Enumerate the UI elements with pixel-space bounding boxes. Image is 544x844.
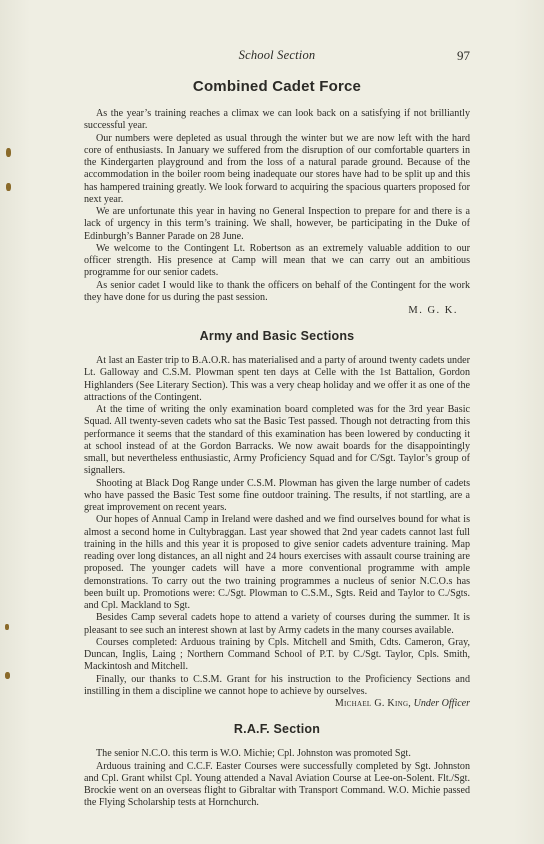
paragraph: Arduous training and C.C.F. Easter Courses were successfully completed by Sgt. Johnston and Cpl. Grant whilst Cpl. Young attended a Naval Aviation Course at Lee-on-Solent. Flt./Sgt. Brockie went on an overseas flight to Gibraltar with Transport Command. W.O. Michie passed the Flying Scholarship tests at Hornchurch.	[84, 760, 470, 809]
paragraph: As senior cadet I would like to thank the officers on behalf of the Contingent for the work they have done for us during the past session.	[84, 279, 470, 303]
paragraph: Finally, our thanks to C.S.M. Grant for his instruction to the Proficiency Sections and instilling in them a discipline we cannot hope to achieve by ourselves.	[84, 673, 470, 697]
article-body	[84, 72, 470, 810]
signature	[84, 698, 470, 710]
section-heading: Combined Cadet Force	[192, 78, 362, 95]
margin-mark	[6, 183, 11, 191]
signature-rank: Under Officer	[413, 698, 470, 709]
paragraph: Shooting at Black Dog Range under C.S.M. Plowman has given the large number of cadets who have passed the Basic Test some fine outdoor training. The results, if not startling, are a great improvement on recent years.	[84, 477, 470, 513]
margin-mark	[5, 624, 9, 630]
paragraph: Our hopes of Annual Camp in Ireland were dashed and we find ourselves bound for what is almost a second home in Cultybraggan. Last year showed that 2nd year cadets cannot last full training in the hills and this year it is proposed to give senior cadets adventure training. Map reading over long distances, an all night and 24 hours exercises with assault course training are proposed. The younger cadets will have a more conventional programme with ample demonstrations. To carry out the two training programmes a nucleus of senior N.C.O.s has been built up. Promotions were: C./Sgt. Plowman to C.S.M., Sgts. Reid and Taylor to C./Sgts. and Cpl. Mackland to Sgt.	[84, 514, 470, 611]
army-section	[84, 329, 470, 710]
raf-section	[84, 722, 470, 809]
paragraph: Besides Camp several cadets hope to attend a variety of courses during the summer. It is pleasant to see such an interest shown at last by Army cadets in the many courses available.	[84, 612, 470, 636]
section-heading: Army and Basic Sections	[199, 329, 355, 343]
paragraph: As the year’s training reaches a climax we can look back on a satisfying if not brilliantly successful year.	[84, 108, 470, 132]
signature: M. G. K.	[408, 305, 458, 316]
cadet-force-section	[84, 78, 470, 317]
signature-name: Michael G. King,	[334, 698, 412, 709]
paragraph: At the time of writing the only examination board completed was for the 3rd year Basic Squad. All twenty-seven cadets who sat the Basic Test passed. Though not detracting from this performance it seems that the standard of this examination has been lowered by conducting it at school instead of at the Gordon Barracks. We now await boards for the disappointingly small, but nevertheless enthusiastic, Army Proficiency Squad and for C/Sgt. Taylor’s group of signallers.	[84, 404, 470, 477]
paragraph: At last an Easter trip to B.A.O.R. has materialised and a party of around twenty cadets under Lt. Galloway and C.S.M. Plowman spent ten days at Celle with the 1st Battalion, Gordon Highlanders (See Literary Section). This was a very cheap holiday and we offer it as one of the attractions of the Contingent.	[84, 355, 470, 403]
page-header	[84, 48, 470, 64]
section-heading: R.A.F. Section	[233, 722, 321, 737]
running-title: School Section	[238, 48, 316, 62]
page-number: 97	[457, 48, 470, 63]
paragraph: We are unfortunate this year in having no General Inspection to prepare for and there is a lack of urgency in this term’s training. We shall, however, be participating in the Duke of Edinburgh’s Banner Parade on 28 June.	[84, 206, 470, 242]
paragraph: Courses completed: Arduous training by Cpls. Mitchell and Smith, Cdts. Cameron, Gray, Duncan, Inglis, Laing ; Northern Command School of P.T. by C./Sgt. Taylor, Cpls. Smith, Mackintosh and Mitchell.	[84, 636, 470, 673]
margin-mark	[5, 672, 10, 679]
paragraph: The senior N.C.O. this term is W.O. Michie; Cpl. Johnston was promoted Sgt.	[96, 748, 411, 760]
paragraph: Our numbers were depleted as usual through the winter but we are now left with the hard core of enthusiasts. In January we suffered from the disruption of our comfortable quarters in the Kindergarten playground and from the loss of a natural parade ground. Because of the accommodation in the boiler room being inadequate our stores have had to be split up and this has hampered training greatly. We look forward to acquiring the spacious quarters proposed for next year.	[84, 132, 470, 205]
paragraph: We welcome to the Contingent Lt. Robertson as an extremely valuable addition to our officer strength. His presence at Camp will mean that we can carry out an ambitious programme for our senior cadets.	[84, 242, 470, 279]
margin-mark	[6, 148, 11, 157]
